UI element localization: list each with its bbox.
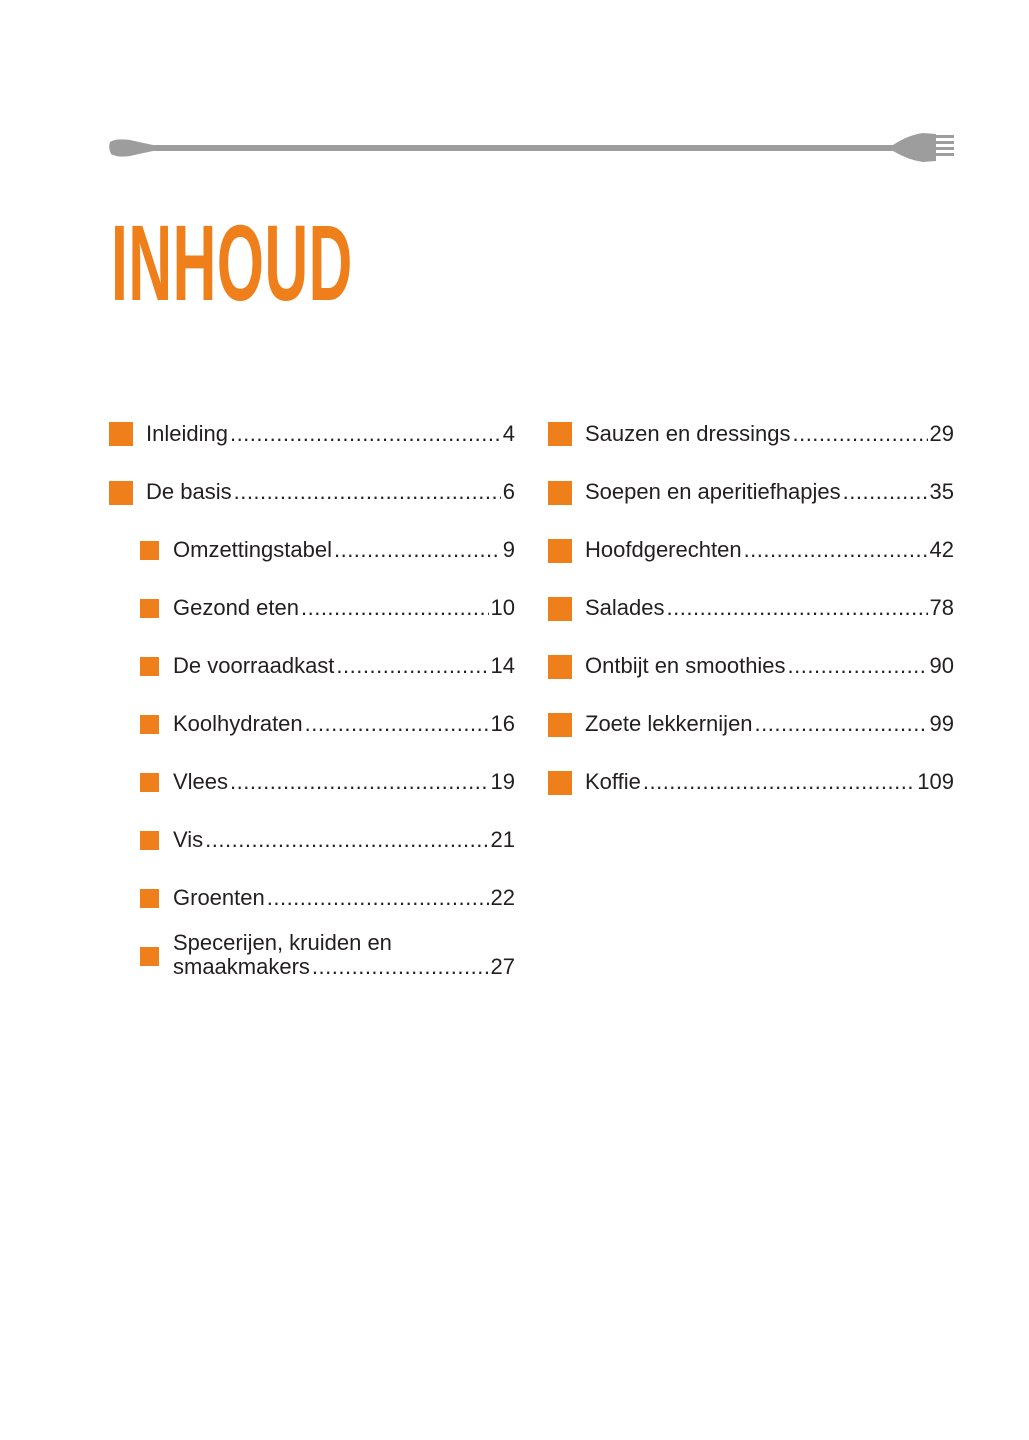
toc-entry[interactable] xyxy=(173,654,515,678)
toc-page: 4 xyxy=(502,421,515,446)
toc-page: 16 xyxy=(490,711,515,736)
bullet-square-icon xyxy=(140,889,159,908)
toc-entry[interactable] xyxy=(173,955,515,979)
toc-page: 99 xyxy=(929,711,954,736)
bullet-square-icon xyxy=(548,771,572,795)
dot-leader xyxy=(334,538,501,562)
toc-entry[interactable] xyxy=(146,422,515,446)
dot-leader xyxy=(305,712,489,736)
toc-label: Groenten xyxy=(173,885,265,910)
bullet-square-icon xyxy=(140,599,159,618)
toc-entry[interactable] xyxy=(173,712,515,736)
dot-leader xyxy=(744,538,928,562)
toc-label-line1: Specerijen, kruiden en xyxy=(173,930,392,955)
toc-entry[interactable] xyxy=(585,654,954,678)
toc-page: 78 xyxy=(929,595,954,620)
dot-leader xyxy=(843,480,928,504)
dot-leader xyxy=(234,480,501,504)
dot-leader xyxy=(336,654,488,678)
toc-entry[interactable] xyxy=(173,886,515,910)
toc-page: 21 xyxy=(490,827,515,852)
toc-entry[interactable] xyxy=(585,596,954,620)
toc-page: 9 xyxy=(502,537,515,562)
bullet-square-icon xyxy=(548,481,572,505)
toc-label: Omzettingstabel xyxy=(173,537,332,562)
toc-label: De voorraadkast xyxy=(173,653,335,678)
toc-page: 6 xyxy=(502,479,515,504)
toc-label: Vis xyxy=(173,827,204,852)
dot-leader xyxy=(267,886,489,910)
dot-leader xyxy=(788,654,928,678)
toc-page: 35 xyxy=(929,479,954,504)
spoon-fork-divider-icon xyxy=(108,130,958,166)
toc-entry[interactable] xyxy=(585,770,954,794)
bullet-square-icon xyxy=(109,422,133,446)
bullet-square-icon xyxy=(548,713,572,737)
toc-entry[interactable] xyxy=(173,828,515,852)
page-title: INHOUD xyxy=(111,202,353,323)
toc-entry[interactable] xyxy=(585,480,954,504)
toc-label: Koolhydraten xyxy=(173,711,303,736)
toc-entry[interactable] xyxy=(585,538,954,562)
toc-label: Salades xyxy=(585,595,665,620)
toc-label: Hoofdgerechten xyxy=(585,537,742,562)
toc-label: De basis xyxy=(146,479,232,504)
toc-entry[interactable] xyxy=(173,596,515,620)
toc-label: Inleiding xyxy=(146,421,228,446)
toc-label: smaakmakers xyxy=(173,954,310,979)
toc-page: 22 xyxy=(490,885,515,910)
toc-page: 10 xyxy=(490,595,515,620)
toc-entry[interactable] xyxy=(173,538,515,562)
toc-label: Sauzen en dressings xyxy=(585,421,791,446)
dot-leader xyxy=(667,596,928,620)
bullet-square-icon xyxy=(140,657,159,676)
bullet-square-icon xyxy=(548,422,572,446)
toc-label: Koffie xyxy=(585,769,641,794)
dot-leader xyxy=(230,422,501,446)
bullet-square-icon xyxy=(548,655,572,679)
toc-page: 42 xyxy=(929,537,954,562)
toc-page: 14 xyxy=(490,653,515,678)
dot-leader xyxy=(205,828,488,852)
dot-leader xyxy=(643,770,915,794)
toc-label: Zoete lekkernijen xyxy=(585,711,753,736)
dot-leader xyxy=(312,955,489,979)
dot-leader xyxy=(230,770,488,794)
toc-entry[interactable] xyxy=(146,480,515,504)
toc-page: 19 xyxy=(490,769,515,794)
toc-label: Soepen en aperitiefhapjes xyxy=(585,479,841,504)
bullet-square-icon xyxy=(548,539,572,563)
dot-leader xyxy=(755,712,928,736)
toc-entry[interactable] xyxy=(585,422,954,446)
toc-label: Vlees xyxy=(173,769,229,794)
bullet-square-icon xyxy=(548,597,572,621)
toc-entry[interactable] xyxy=(173,770,515,794)
toc-page: 29 xyxy=(929,421,954,446)
toc-label: Ontbijt en smoothies xyxy=(585,653,786,678)
bullet-square-icon xyxy=(140,831,159,850)
bullet-square-icon xyxy=(140,715,159,734)
bullet-square-icon xyxy=(140,773,159,792)
toc-entry[interactable] xyxy=(585,712,954,736)
bullet-square-icon xyxy=(140,947,159,966)
dot-leader xyxy=(792,422,927,446)
bullet-square-icon xyxy=(109,481,133,505)
dot-leader xyxy=(301,596,489,620)
toc-label: Gezond eten xyxy=(173,595,299,620)
toc-page: 109 xyxy=(917,769,954,794)
toc-page: 27 xyxy=(490,954,515,979)
toc-page: 90 xyxy=(929,653,954,678)
bullet-square-icon xyxy=(140,541,159,560)
